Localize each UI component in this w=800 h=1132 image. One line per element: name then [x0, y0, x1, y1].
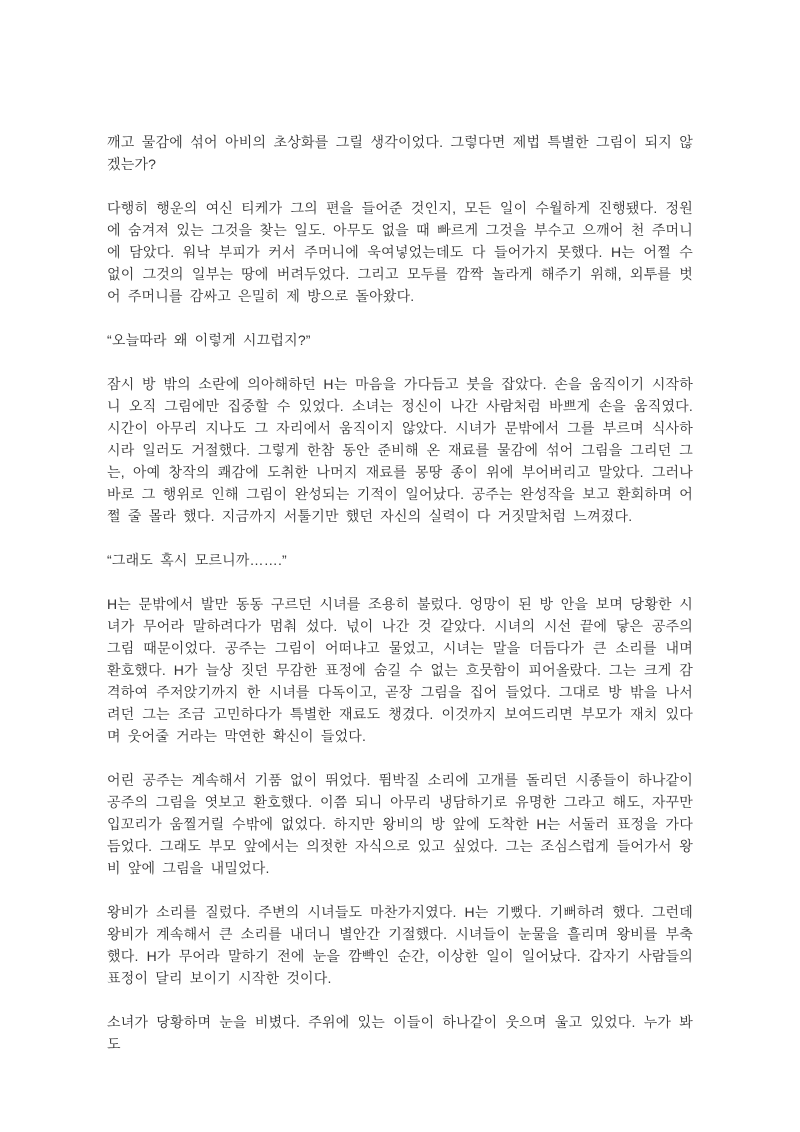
paragraph-1: 깨고 물감에 섞어 아비의 초상화를 그릴 생각이었다. 그렇다면 제법 특별한 그림이 되지 않겠는가?: [107, 134, 693, 172]
dialogue-quote-2: “그래도 혹시 모르니까…….”: [107, 552, 287, 568]
dialogue-quote-1: “오늘따라 왜 이렇게 시끄럽지?”: [107, 332, 311, 348]
paragraph-7: 소녀가 당황하며 눈을 비볐다. 주위에 있는 이들이 하나같이 웃으며 울고 있었다. 누가 봐도: [107, 1014, 693, 1052]
paragraph-4: H는 문밖에서 발만 동동 구르던 시녀를 조용히 불렀다. 엉망이 된 방 안을 보며 당황한 시녀가 무어라 말하려다가 멈춰 섰다. 넋이 나간 것 같았다. 시녀의 시선 끝에 닿은 공주의 그림 때문이었다. 공주는 그림이 어떠냐고 물었고, 시녀는 말을 더듬다가 큰 소리를 내며 환호했다. H가 늘상 짓던 무감한 표정에 숨길 수 없는 흐뭇함이 피어올랐다. 그는 크게 감격하여 주저앉기까지 한 시녀를 다독이고, 곧장 그림을 집어 들었다. 그대로 방 밖을 나서려던 그는 조금 고민하다가 특별한 재료도 챙겼다. 이것까지 보여드리면 부모가 재치 있다며 웃어줄 거라는 막연한 확신이 들었다.: [107, 596, 693, 744]
paragraph-2: 다행히 행운의 여신 티케가 그의 편을 들어준 것인지, 모든 일이 수월하게 진행됐다. 정원에 숨겨져 있는 그것을 찾는 일도. 아무도 없을 때 빠르게 그것을 부수고 으깨어 천 주머니에 담았다. 워낙 부피가 커서 주머니에 욱여넣었는데도 다 들어가지 못했다. H는 어쩔 수 없이 그것의 일부는 땅에 버려두었다. 그리고 모두를 깜짝 놀라게 해주기 위해, 외투를 벗어 주머니를 감싸고 은밀히 제 방으로 돌아왔다.: [107, 200, 693, 304]
paragraph-6: 왕비가 소리를 질렀다. 주변의 시녀들도 마찬가지였다. H는 기뻤다. 기뻐하려 했다. 그런데 왕비가 계속해서 큰 소리를 내더니 별안간 기절했다. 시녀들이 눈물을 흘리며 왕비를 부축했다. H가 무어라 말하기 전에 눈을 깜빡인 순간, 이상한 일이 일어났다. 갑자기 사람들의 표정이 달리 보이기 시작한 것이다.: [107, 904, 693, 986]
paragraph-5: 어린 공주는 계속해서 기품 없이 뛰었다. 뜀박질 소리에 고개를 돌리던 시종들이 하나같이 공주의 그림을 엿보고 환호했다. 이쯤 되니 아무리 냉담하기로 유명한 그라고 해도, 자꾸만 입꼬리가 움찔거릴 수밖에 없었다. 하지만 왕비의 방 앞에 도착한 H는 서둘러 표정을 가다듬었다. 그래도 부모 앞에서는 의젓한 자식으로 있고 싶었다. 그는 조심스럽게 들어가서 왕비 앞에 그림을 내밀었다.: [107, 772, 693, 876]
paragraph-3: 잠시 방 밖의 소란에 의아해하던 H는 마음을 가다듬고 붓을 잡았다. 손을 움직이기 시작하니 오직 그림에만 집중할 수 있었다. 소녀는 정신이 나간 사람처럼 바쁘게 손을 움직였다. 시간이 아무리 지나도 그 자리에서 움직이지 않았다. 시녀가 문밖에서 그를 부르며 식사하시라 일러도 거절했다. 그렇게 한참 동안 준비해 온 재료를 물감에 섞어 그림을 그리던 그는, 아예 창작의 쾌감에 도취한 나머지 재료를 몽땅 종이 위에 부어버리고 말았다. 그러나 바로 그 행위로 인해 그림이 완성되는 기적이 일어났다. 공주는 완성작을 보고 환회하며 어쩔 줄 몰라 했다. 지금까지 서툴기만 했던 자신의 실력이 다 거짓말처럼 느껴졌다.: [107, 376, 693, 524]
